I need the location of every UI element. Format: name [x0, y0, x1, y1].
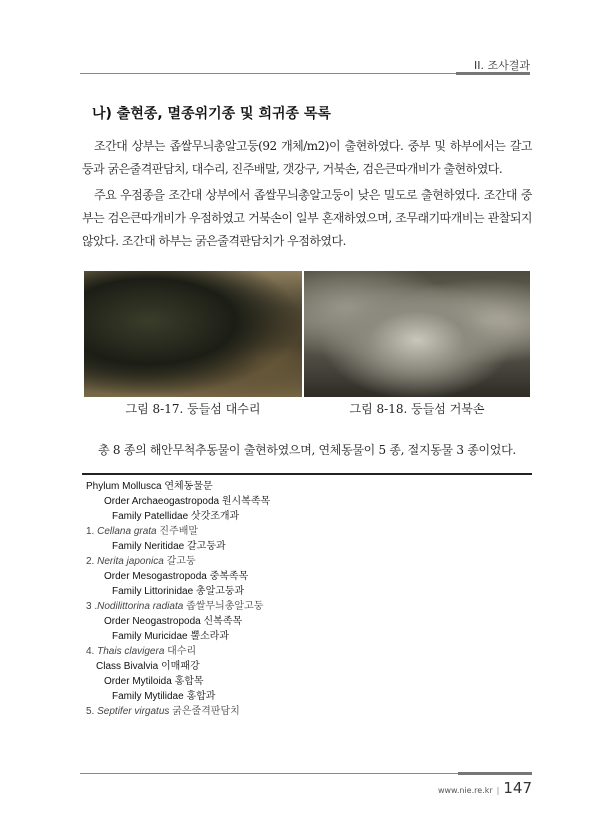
footer-url: www.nie.re.kr: [437, 786, 493, 795]
footer-accent-bar: [458, 772, 532, 775]
taxon-item: Order Mesogastropoda 중복족목: [104, 571, 249, 582]
figure-caption: 그림 8-18. 둥들섬 거북손: [349, 402, 485, 416]
taxon-item: Family Neritidae 갈고둥과: [112, 541, 226, 552]
taxon-item: Order Archaeogastropoda 원시복족목: [104, 496, 271, 507]
body-column: [82, 103, 532, 719]
paragraph: 조간대 상부는 좁쌀무늬총알고둥(92 개체/m2)이 출현하였다. 중부 및 하부에서는 갈고둥과 굵은줄격판담치, 대수리, 진주배말, 갯강구, 거북손, 검은큰따개비가 출현하였다.: [82, 139, 532, 176]
summary-sentence: 총 8 종의 해안무척추동물이 출현하였으며, 연체동물이 5 종, 절지동물 3 종이었다.: [98, 443, 516, 457]
figure-row: [84, 271, 532, 417]
species-item: [86, 644, 532, 659]
scientific-name: Thais clavigera: [97, 646, 165, 657]
species-number: 4.: [86, 646, 98, 657]
species-number: 1.: [86, 526, 98, 537]
scientific-name: Nodilittorina radiata: [97, 601, 184, 612]
species-item: [86, 599, 532, 614]
species-item: [86, 704, 532, 719]
korean-name: 좁쌀무늬총알고둥: [183, 601, 264, 612]
korean-name: 진주배말: [156, 526, 199, 537]
species-item: [86, 524, 532, 539]
taxon-item: Class Bivalvia 이매패강: [96, 661, 200, 672]
species-number: 5.: [86, 706, 98, 717]
photo-thais-clavigera: [84, 271, 302, 397]
page-number: 147: [503, 779, 532, 797]
section-heading: 나) 출현종, 멸종위기종 및 희귀종 목록: [92, 106, 331, 122]
header-accent-bar: [456, 72, 530, 75]
paragraph: 주요 우점종을 조간대 상부에서 좁쌀무늬총알고둥이 낮은 밀도로 출현하였다. 조간대 중부는 검은큰따개비가 우점하였고 거북손이 일부 혼재하였으며, 조무래기따개비는 관찰되지 않았다. 조간대 하부는 굵은줄격판담치가 우점하였다.: [82, 188, 532, 248]
taxon-item: Family Muricidae 뿔소라과: [112, 631, 229, 642]
taxon-item: Order Mytiloida 홍합목: [104, 676, 204, 687]
korean-name: 대수리: [164, 646, 197, 657]
species-number: 3 .: [86, 601, 98, 612]
korean-name: 갈고둥: [163, 556, 196, 567]
list-divider: [82, 473, 532, 475]
species-list: [86, 479, 532, 719]
scientific-name: Nerita japonica: [97, 556, 164, 567]
taxon-item: Order Neogastropoda 신복족목: [104, 616, 243, 627]
scientific-name: Cellana grata: [97, 526, 157, 537]
taxon-item: Family Patellidae 삿갓조개과: [112, 511, 240, 522]
figure-caption: 그림 8-17. 둥들섬 대수리: [125, 402, 261, 416]
photo-gooseneck-barnacle: [304, 271, 530, 397]
figure: [304, 271, 530, 417]
footer-separator: |: [496, 786, 500, 795]
footer: [438, 779, 532, 797]
running-header: II. 조사결과: [474, 59, 530, 72]
taxon-item: Phylum Mollusca 연체동물문: [86, 481, 213, 492]
taxon-item: Family Littorinidae 총알고둥과: [112, 586, 245, 597]
species-number: 2.: [86, 556, 98, 567]
figure: [84, 271, 302, 417]
species-item: [86, 554, 532, 569]
scientific-name: Septifer virgatus: [97, 706, 170, 717]
korean-name: 굵은줄격판담치: [169, 706, 240, 717]
taxon-item: Family Mytilidae 홍합과: [112, 691, 216, 702]
